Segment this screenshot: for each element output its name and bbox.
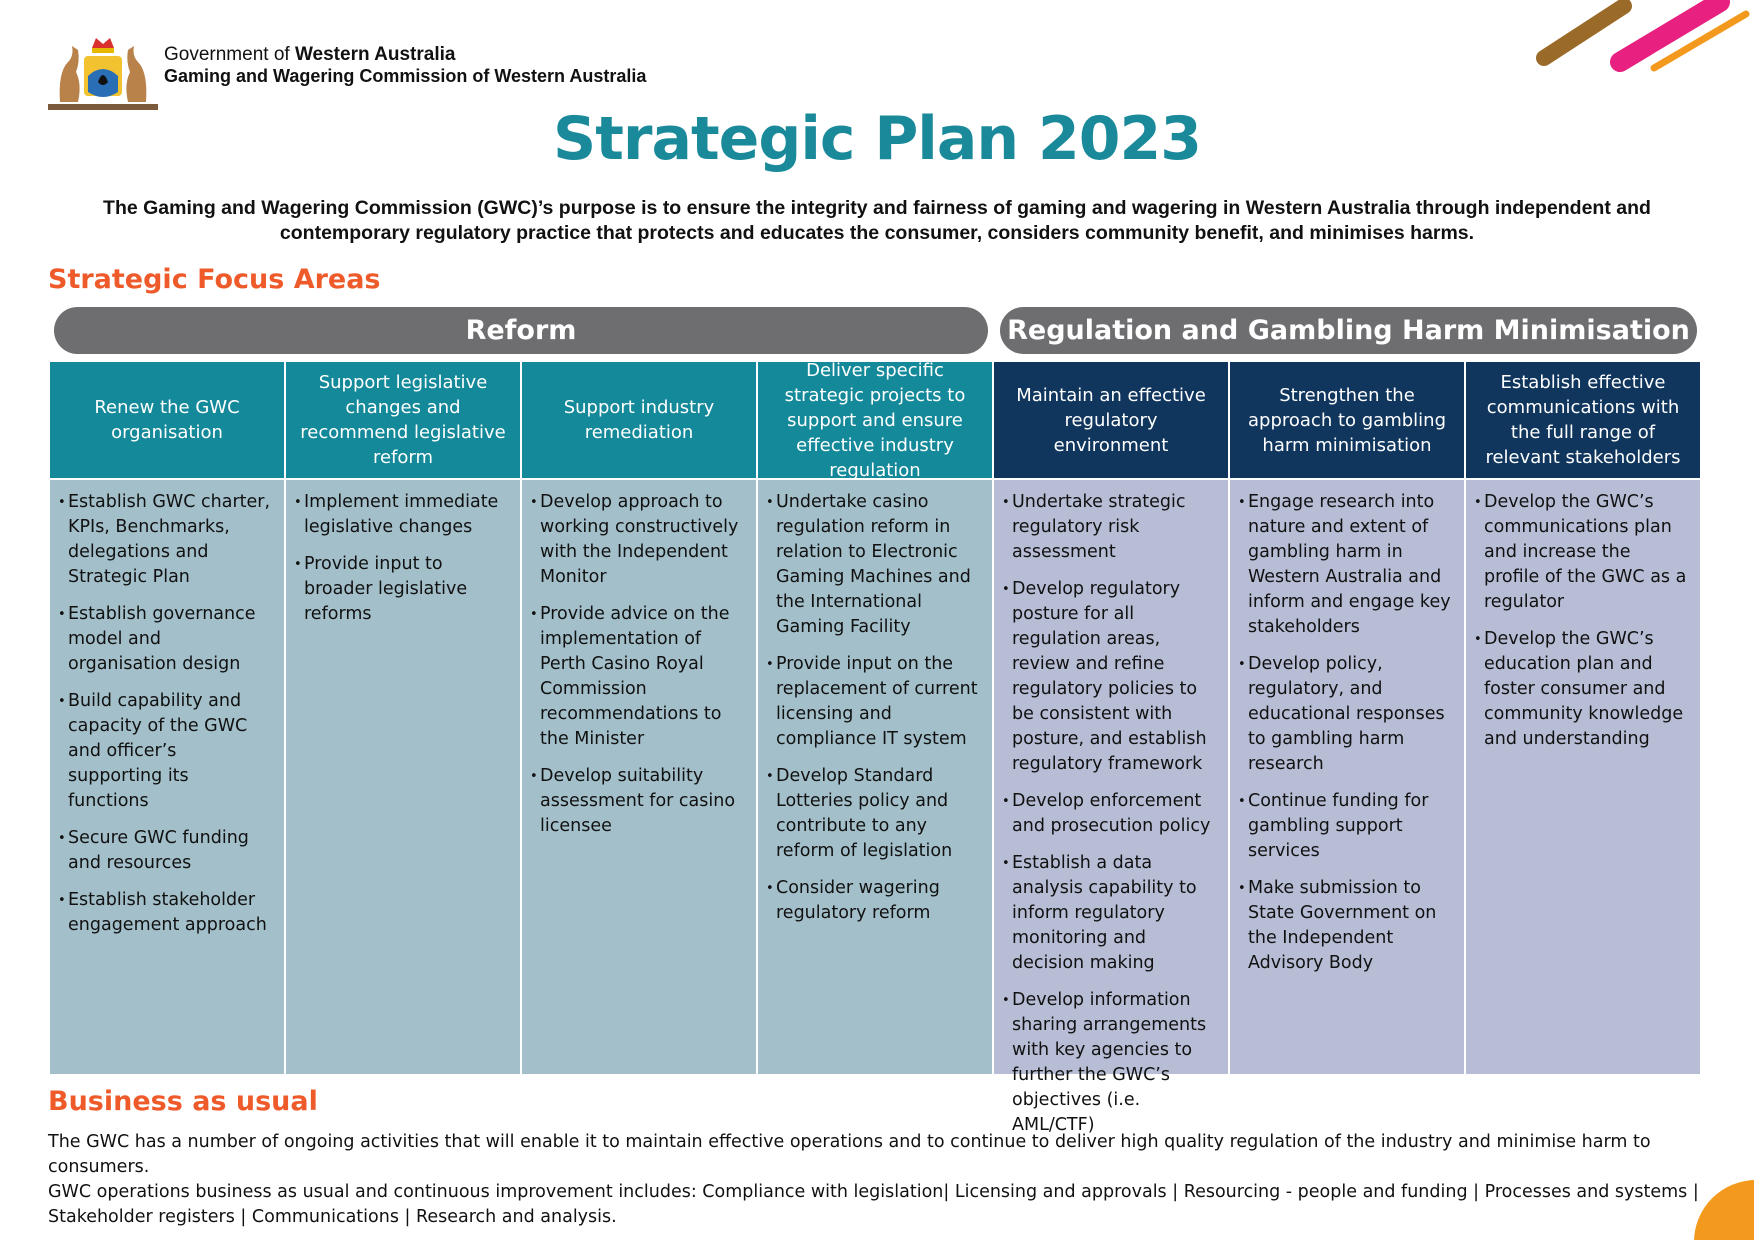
list-item: • Implement immediate legislative changes xyxy=(294,490,510,540)
list-item: • Develop suitability assessment for casino licensee xyxy=(530,764,746,839)
list-item: • Develop the GWC’s communications plan and increase the profile of the GWC as a regulator xyxy=(1474,490,1690,615)
list-item: • Make submission to State Government on the Independent Advisory Body xyxy=(1238,876,1454,976)
purpose-statement: The Gaming and Wagering Commission (GWC)’s purpose is to ensure the integrity and fairness of gaming and wagering in Western Australia through independent and contemporary regulatory practice that protects and educates the consumer, considers community benefit, and minimises harms. xyxy=(103,197,1651,244)
list-item: • Provide input on the replacement of current licensing and compliance IT system xyxy=(766,652,982,752)
business-as-usual-text xyxy=(48,1130,1708,1230)
focus-column-legislative xyxy=(286,362,520,1074)
list-item: • Consider wagering regulatory reform xyxy=(766,876,982,926)
list-item: • Develop policy, regulatory, and educational responses to gambling harm research xyxy=(1238,652,1454,777)
column-body xyxy=(1466,480,1700,1074)
list-item: • Secure GWC funding and resources xyxy=(58,826,274,876)
wa-coat-of-arms-icon xyxy=(48,32,158,112)
list-item: • Build capability and capacity of the GWC and officer’s supporting its functions xyxy=(58,689,274,814)
commission-name: Gaming and Wagering Commission of Western Australia xyxy=(164,66,647,86)
column-body xyxy=(1230,480,1464,1074)
list-item: • Establish GWC charter, KPIs, Benchmarks, delegations and Strategic Plan xyxy=(58,490,274,590)
business-as-usual-heading: Business as usual xyxy=(48,1086,318,1117)
list-item: • Establish governance model and organisation design xyxy=(58,602,274,677)
column-body xyxy=(50,480,284,1074)
column-heading: Renew the GWC organisation xyxy=(50,362,284,478)
list-item: • Develop regulatory posture for all regulation areas, review and refine regulatory policies to be consistent with posture, and establish regulatory framework xyxy=(1002,577,1218,777)
list-item: • Provide advice on the implementation of Perth Casino Royal Commission recommendations to the Minister xyxy=(530,602,746,752)
column-heading: Maintain an effective regulatory environment xyxy=(994,362,1228,478)
decorative-corner-circle-icon xyxy=(1694,1178,1754,1240)
page-title: Strategic Plan 2023 xyxy=(553,104,1201,174)
bau-line-1: The GWC has a number of ongoing activities that will enable it to maintain effective operations and to continue to deliver high quality regulation of the industry and minimise harm to consumers. xyxy=(48,1132,1651,1177)
list-item: • Develop the GWC’s education plan and foster consumer and community knowledge and understanding xyxy=(1474,627,1690,752)
bau-line-2: GWC operations business as usual and continuous improvement includes: Compliance with legislation| Licensing and approvals | Resourcing - people and funding | Processes and systems | Stakeholder registers | Communications | Research and analysis. xyxy=(48,1182,1699,1227)
focus-column-communications xyxy=(1466,362,1700,1074)
decorative-stripes-icon xyxy=(1474,0,1754,80)
column-heading: Strengthen the approach to gambling harm minimisation xyxy=(1230,362,1464,478)
column-body xyxy=(286,480,520,1074)
list-item: • Develop enforcement and prosecution policy xyxy=(1002,789,1218,839)
list-item: • Develop approach to working constructively with the Independent Monitor xyxy=(530,490,746,590)
focus-column-remediation xyxy=(522,362,756,1074)
list-item: • Undertake casino regulation reform in relation to Electronic Gaming Machines and the International Gaming Facility xyxy=(766,490,982,640)
column-heading: Establish effective communications with the full range of relevant stakeholders xyxy=(1466,362,1700,478)
column-body xyxy=(758,480,992,1074)
list-item: • Develop information sharing arrangements with key agencies to further the GWC’s objectives (i.e. AML/CTF) xyxy=(1002,988,1218,1138)
list-item: • Establish stakeholder engagement approach xyxy=(58,888,274,938)
focus-column-projects xyxy=(758,359,992,1074)
list-item: • Continue funding for gambling support services xyxy=(1238,789,1454,864)
focus-column-harm-minimisation xyxy=(1230,362,1464,1074)
list-item: • Engage research into nature and extent of gambling harm in Western Australia and inform and engage key stakeholders xyxy=(1238,490,1454,640)
column-body xyxy=(994,480,1228,1135)
column-heading: Support industry remediation xyxy=(522,362,756,478)
list-item: • Provide input to broader legislative reforms xyxy=(294,552,510,627)
government-name: Government of Western Australia xyxy=(164,44,456,65)
focus-column-regulatory-environment xyxy=(994,362,1228,1135)
column-heading: Support legislative changes and recommend legislative reform xyxy=(286,362,520,478)
regulation-group-banner: Regulation and Gambling Harm Minimisation xyxy=(1000,307,1697,354)
list-item: • Develop Standard Lotteries policy and contribute to any reform of legislation xyxy=(766,764,982,864)
reform-group-banner: Reform xyxy=(54,307,988,354)
strategic-focus-areas-heading: Strategic Focus Areas xyxy=(48,264,381,295)
list-item: • Establish a data analysis capability to inform regulatory monitoring and decision making xyxy=(1002,851,1218,976)
list-item: • Undertake strategic regulatory risk assessment xyxy=(1002,490,1218,565)
column-body xyxy=(522,480,756,1074)
column-heading: Deliver specific strategic projects to support and ensure effective industry regulation xyxy=(758,362,992,478)
focus-column-renew xyxy=(50,362,284,1074)
